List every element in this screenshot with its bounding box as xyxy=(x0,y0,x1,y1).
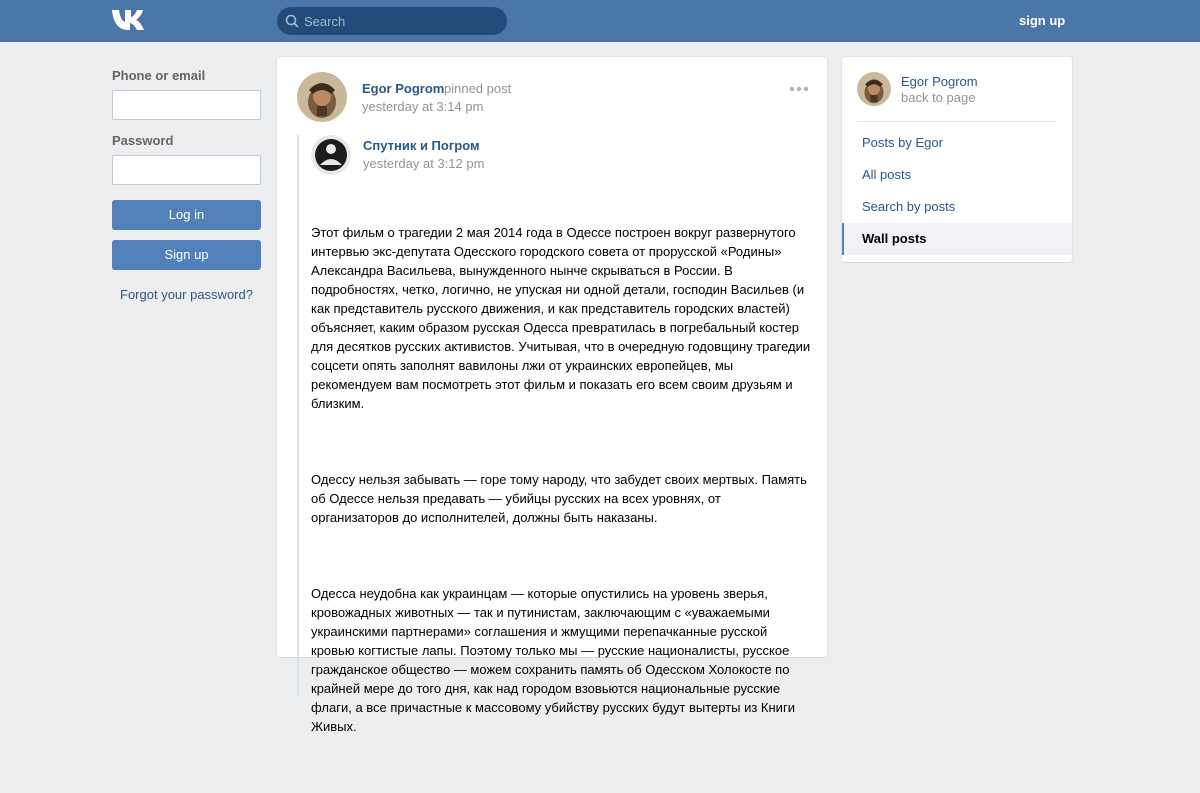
password-input[interactable] xyxy=(112,155,261,185)
sidebar-item-all-posts[interactable]: All posts xyxy=(862,167,912,182)
login-button[interactable]: Log in xyxy=(112,200,261,230)
post-date[interactable]: yesterday at 3:14 pm xyxy=(362,99,484,114)
post-paragraph: Этот фильм о трагедии 2 мая 2014 года в Одессе построен вокруг развернутого интервью экс-депутата Одесского городского совета от прорусской «Родины» Александра Васильева, вынужденного нынче скрываться в России. В подробностях, четко, логично, не упуская ни одной детали, господин Васильев (и как представитель русского движения, и как представитель городских властей) объясняет, каким образом русская Одесса превратилась в погребальный костер для десятков русских активистов. Учитывая, что в очередную годовщину трагедии соцсети опять заполнят вавилоны лжи от украинских европейцев, мы рекомендуем вам посмотреть этот фильм и показать его всем своим друзьям и близким. xyxy=(311,225,814,411)
repost-author-avatar[interactable] xyxy=(311,135,351,175)
sidebar-avatar[interactable] xyxy=(857,72,891,106)
header-signup-link[interactable]: sign up xyxy=(1019,13,1066,28)
post-author-name[interactable]: Egor Pogrom xyxy=(362,81,445,96)
search-box[interactable] xyxy=(277,7,507,35)
login-form xyxy=(112,68,261,302)
sidebar-item-wall-posts[interactable]: Wall posts xyxy=(842,223,1072,255)
back-to-page-link[interactable]: back to page xyxy=(901,90,976,105)
repost-divider xyxy=(297,135,299,695)
phone-label: Phone or email xyxy=(112,68,206,83)
sidebar-menu xyxy=(842,127,1072,255)
wall-post xyxy=(277,57,827,734)
sidebar-item-posts-by-egor[interactable]: Posts by Egor xyxy=(862,135,943,150)
pinned-label: pinned post xyxy=(444,81,512,96)
vk-logo-icon[interactable] xyxy=(112,9,146,31)
forgot-password-link[interactable]: Forgot your password? xyxy=(120,287,253,302)
sidebar-item-search-by-posts[interactable]: Search by posts xyxy=(862,199,956,214)
phone-input[interactable] xyxy=(112,90,261,120)
repost-author-name[interactable]: Спутник и Погром xyxy=(363,138,480,153)
sidebar-panel xyxy=(842,57,1072,262)
post-paragraph: Одесса неудобна как украинцам — которые опустились на уровень зверья, кровожадных животных — так и путинистам, заключающим с «уважаемыми украинскими партнерами» соглашения и жмущими перепачканные русской кровью когтистые лапы. Поэтому только мы — русские националисты, русское гражданское общество — можем сохранить память об Одесском Холокосте по крайней мере до того дня, как над городом взовьются национальные русские флаги, а все причастные к массовому убийству русских будут вытерты из Книги Живых. xyxy=(311,586,799,734)
top-header xyxy=(0,0,1200,42)
sidebar-owner-name[interactable]: Egor Pogrom xyxy=(901,74,978,89)
search-input[interactable] xyxy=(277,7,507,35)
password-label: Password xyxy=(112,133,174,148)
post-paragraph: Одессу нельзя забывать — горе тому народу, что забудет своих мертвых. Память об Одессе нельзя предавать — убийцы русских на всех уровнях, от организаторов до исполнителей, должны быть наказаны. xyxy=(311,472,811,525)
signup-button[interactable]: Sign up xyxy=(112,240,261,270)
sidebar-divider xyxy=(857,121,1057,122)
post-text xyxy=(311,185,814,793)
repost-date[interactable]: yesterday at 3:12 pm xyxy=(363,156,485,171)
ellipsis-icon[interactable] xyxy=(789,85,809,93)
author-avatar[interactable] xyxy=(297,72,347,122)
